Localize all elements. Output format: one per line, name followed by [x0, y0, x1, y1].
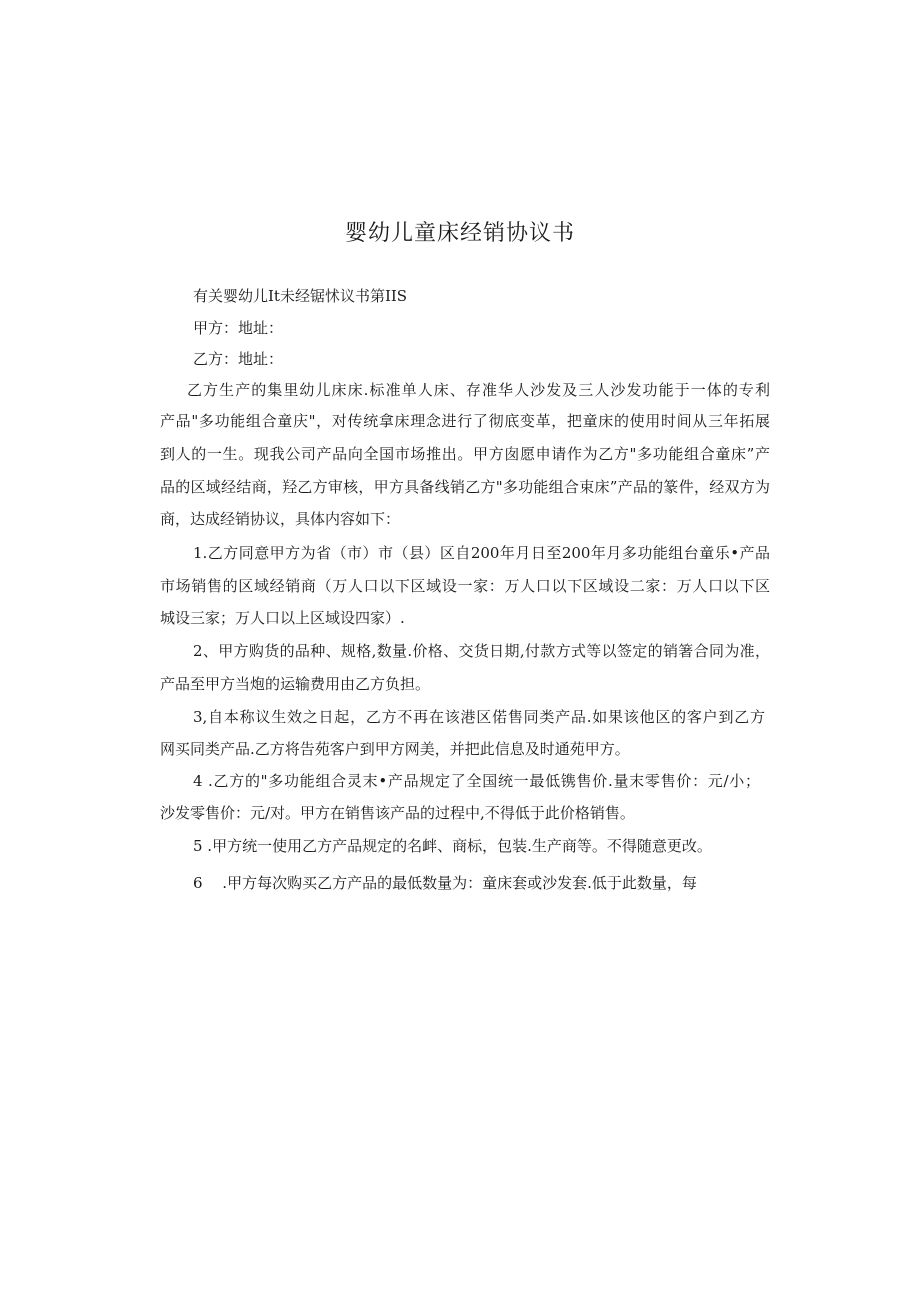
document-title: 婴幼儿童床经销协议书 [344, 221, 575, 246]
clause-6-line-1: 6 .甲方每次购买乙方产品的最低数量为：童床套或沙发套.低于此数量，每 [193, 874, 697, 892]
clause-1-line-2: 市场销售的区域经销商（万人口以下区域设一家：万人口以下区域设二家：万人口以下区 [160, 577, 770, 595]
clause-3-line-1: 3,自本称议生效之日起，乙方不再在该港区偌售同类产品.如果该他区的客户到乙方 [193, 708, 765, 726]
party-a-line: 甲方：地址： [193, 319, 284, 337]
clause-4-line-2: 沙发零售价：元/对。甲方在销售该产品的过程中,不得低于此价格销售。 [160, 804, 635, 822]
clause-3-line-2: 网买同类产品.乙方将告苑客户到甲方网美，并把此信息及时通苑甲方。 [160, 740, 630, 758]
clause-2-line-2: 产品至甲方当炮的运输费用由乙方负担。 [160, 675, 431, 693]
intro-line-5: 商，达成经销协议，具体内容如下： [160, 510, 401, 528]
intro-line-3: 到人的一生。现我公司产品向全国市场推出。甲方囱愿申请作为乙方"多功能组合童床”产 [160, 445, 770, 463]
party-b-line: 乙方：地址： [193, 350, 284, 368]
intro-line-4: 品的区域经结商，羟乙方审核，甲方具备线销乙方"多功能组合束床”产品的篆件，经双方为 [160, 478, 770, 496]
clause-4-line-1: 4 .乙方的"多功能组合灵末•产品规定了全国统一最低镌售价.量末零售价：元/小； [193, 772, 760, 790]
agreement-number-line: 有关婴幼儿It未经锯怵议书第IIS [193, 287, 408, 305]
clause-1-line-3: 城设三家；万人口以上区域设四家）. [160, 609, 405, 627]
intro-line-1: 乙方生产的集里幼儿床床.标准单人床、存准华人沙发及三人沙发功能于一体的专利 [187, 381, 770, 399]
clause-1-line-1: 1.乙方同意甲方为省（市）市（县）区自200年月日至200年月多功能组台童乐•产品 [193, 544, 770, 562]
intro-line-2: 产品"多功能组合童庆"，对传统拿床理念进行了彻底变革，把童床的使用时间从三年拓展 [160, 412, 770, 430]
clause-2-line-1: 2、甲方购货的品种、规格,数量.价格、交货日期,付款方式等以签定的销箸合同为准， [193, 642, 770, 660]
clause-5-line-1: 5 .甲方统一使用乙方产品规定的名衅、商标，包装.生产商等。不得随意更改。 [193, 837, 712, 855]
